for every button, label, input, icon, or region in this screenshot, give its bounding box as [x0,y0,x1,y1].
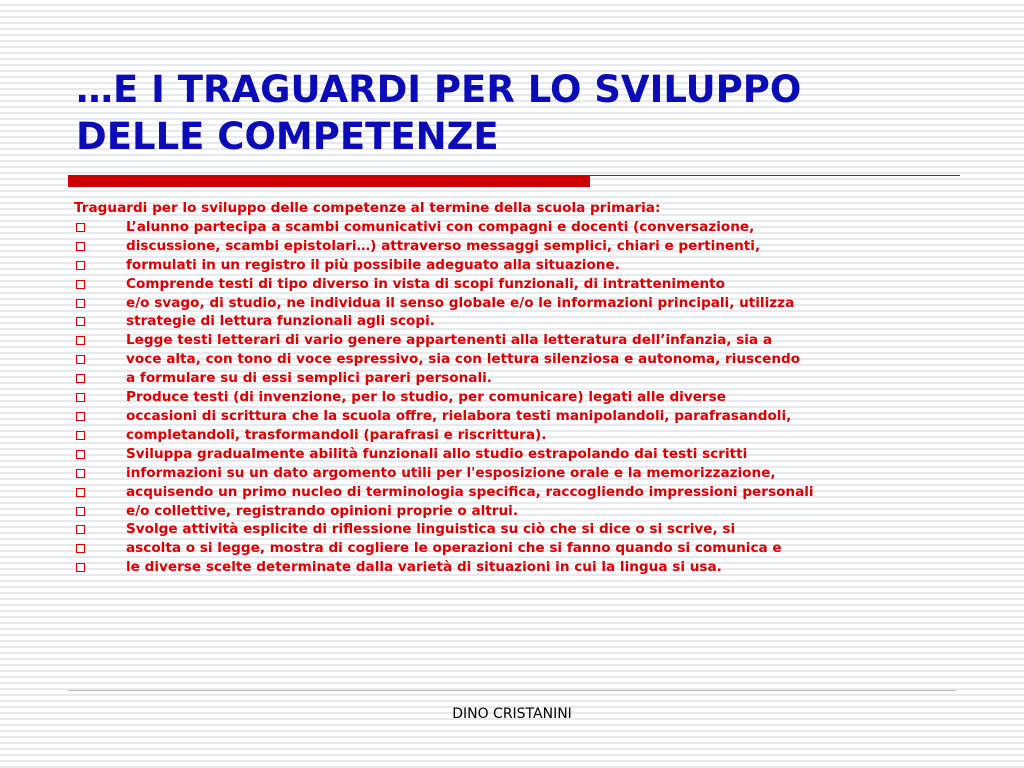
bullet-item [74,426,954,445]
bullet-item [74,350,954,369]
square-bullet-icon [76,261,85,270]
bullet-item [74,369,954,388]
bullet-item [74,218,954,237]
bullet-text: le diverse scelte determinate dalla varietà di situazioni in cui la lingua si usa. [126,559,722,576]
slide-title-line-2: DELLE COMPETENZE [76,115,499,158]
square-bullet-icon [76,544,85,553]
bullet-item [74,502,954,521]
bullet-text: voce alta, con tono di voce espressivo, sia con lettura silenziosa e autonoma, riuscendo [126,351,801,368]
square-bullet-icon [76,488,85,497]
slide-title-line-1: …E I TRAGUARDI PER LO SVILUPPO [76,68,802,111]
bullet-item [74,539,954,558]
square-bullet-icon [76,336,85,345]
bullet-text: formulati in un registro il più possibile adeguato alla situazione. [126,256,620,273]
bullet-text: e/o collettive, registrando opinioni proprie o altrui. [126,502,518,519]
bullet-text: ascolta o si legge, mostra di cogliere le operazioni che si fanno quando si comunica e [126,540,782,557]
bullet-text: L’alunno partecipa a scambi comunicativi con compagni e docenti (conversazione, [126,218,755,235]
square-bullet-icon [76,393,85,402]
bullet-item [74,407,954,426]
bullet-text: Svolge attività esplicite di riflessione linguistica su ciò che si dice o si scrive, si [126,521,736,538]
square-bullet-icon [76,374,85,383]
bullet-item [74,275,954,294]
bullet-item [74,558,954,577]
bullet-item [74,445,954,464]
square-bullet-icon [76,317,85,326]
bullet-text: Legge testi letterari di vario genere appartenenti alla letteratura dell’infanzia, sia a [126,332,773,349]
square-bullet-icon [76,280,85,289]
bullet-text: occasioni di scrittura che la scuola offre, rielabora testi manipolandoli, parafrasandoli, [126,407,792,424]
title-divider-thick [68,175,590,187]
bullet-item [74,464,954,483]
square-bullet-icon [76,507,85,516]
square-bullet-icon [76,242,85,251]
bullet-text: e/o svago, di studio, ne individua il senso globale e/o le informazioni principali, utilizza [126,294,795,311]
square-bullet-icon [76,525,85,534]
intro-text: Traguardi per lo sviluppo delle competenze al termine della scuola primaria: [74,200,661,216]
bullet-item [74,331,954,350]
square-bullet-icon [76,412,85,421]
bullet-text: strategie di lettura funzionali agli scopi. [126,313,435,330]
bullet-text: Comprende testi di tipo diverso in vista di scopi funzionali, di intrattenimento [126,275,725,292]
square-bullet-icon [76,563,85,572]
square-bullet-icon [76,299,85,308]
square-bullet-icon [76,431,85,440]
bullet-text: acquisendo un primo nucleo di terminologia specifica, raccogliendo impressioni personali [126,483,814,500]
square-bullet-icon [76,450,85,459]
bullet-item [74,237,954,256]
title-divider-thin [590,175,960,176]
bullet-text: informazioni su un dato argomento utili per l'esposizione orale e la memorizzazione, [126,464,776,481]
bullet-item [74,483,954,502]
bullet-item [74,294,954,313]
bullet-item [74,388,954,407]
slide-content [74,199,954,577]
bullet-item [74,520,954,539]
slide-title [76,66,976,160]
bullet-text: completandoli, trasformandoli (parafrasi e riscrittura). [126,426,547,443]
footer-author: DINO CRISTANINI [452,706,572,722]
bullet-text: discussione, scambi epistolari…) attraverso messaggi semplici, chiari e pertinenti, [126,237,761,254]
square-bullet-icon [76,355,85,364]
square-bullet-icon [76,223,85,232]
bullet-item [74,312,954,331]
bullet-text: Produce testi (di invenzione, per lo studio, per comunicare) legati alle diverse [126,389,726,406]
bullet-text: a formulare su di essi semplici pareri personali. [126,370,492,387]
bullet-text: Sviluppa gradualmente abilità funzionali allo studio estrapolando dai testi scritti [126,445,748,462]
square-bullet-icon [76,469,85,478]
bullet-list [74,218,954,577]
bullet-item [74,256,954,275]
footer-divider [68,690,956,691]
